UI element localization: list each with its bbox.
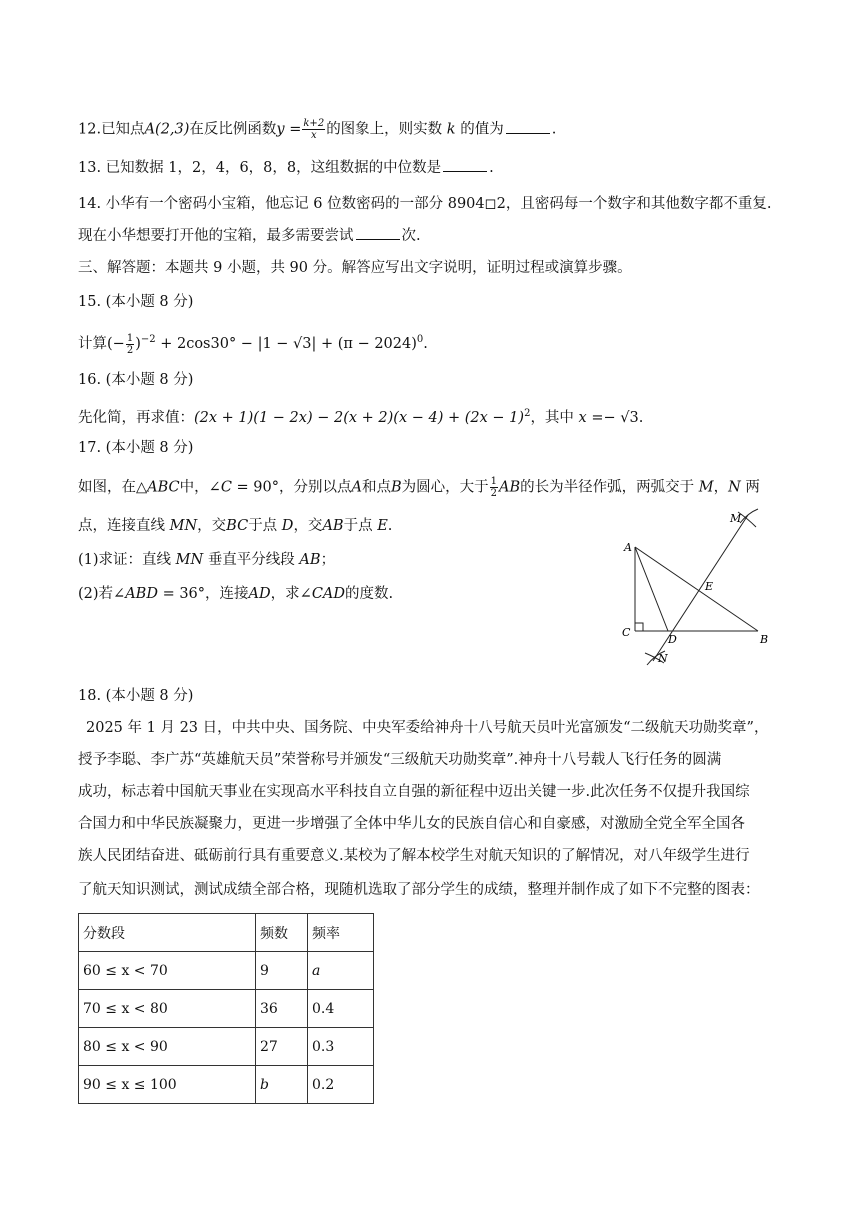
question-17-line-2: 点，连接直线 MN，交BC于点 D，交AB于点 E. [78, 518, 393, 534]
frequency-table [78, 913, 374, 1104]
question-18-paragraph-line: 族人民团结奋进、砥砺前行具有重要意义.某校为了解本校学生对航天知识的了解情况，对八年级学生进行 [78, 848, 750, 864]
label-n: N [658, 652, 668, 665]
right-angle-mark [635, 623, 643, 631]
question-18-paragraph-line: 2025 年 1 月 23 日，中共中央、国务院、中央军委给神舟十八号航天员叶光富颁发“二级航天功勋奖章”， [86, 720, 769, 736]
question-14-line-1: 14. 小华有一个密码小宝箱，他忘记 6 位数密码的一部分 8904◻2，且密码每一个数字和其他数字都不重复. [78, 196, 772, 212]
table-cell: 0.3 [308, 1028, 374, 1066]
question-18-paragraph-line: 成功，标志着中国航天事业在实现高水平科技自立自强的新征程中迈出关键一步.此次任务不仅提升我国综 [78, 784, 750, 800]
table-header: 分数段 [79, 914, 256, 952]
section-3-heading: 三、解答题：本题共 9 小题，共 90 分。解答应写出文字说明，证明过程或演算步骤。 [78, 260, 632, 276]
table-row [79, 1028, 374, 1066]
table-header: 频率 [308, 914, 374, 952]
question-17-line-1: 如图，在△ABC中，∠C = 90°，分别以点A和点B为圆心，大于 $\frac{1}{2}$ AB的长为半径作弧，两弧交于 M，N 两 [78, 476, 760, 499]
table-cell: b [256, 1066, 308, 1104]
table-row [79, 952, 374, 990]
table-row [79, 1066, 374, 1104]
table-header-row [79, 914, 374, 952]
table-cell: 36 [256, 990, 308, 1028]
question-16-body: 先化简，再求值：$(2x + 1)(1 - 2x) - 2(x + 2)(x - 4) + (2x - 1)^2$，其中 x =− √3. [78, 408, 644, 426]
answer-blank [443, 159, 487, 172]
question-17-part-1: (1)求证：直线 MN 垂直平分线段 AB； [78, 552, 336, 568]
table-cell: 9 [256, 952, 308, 990]
table-cell: 0.4 [308, 990, 374, 1028]
question-17-heading: 17. (本小题 8 分) [78, 440, 194, 456]
question-14-line-2: 现在小华想要打开他的宝箱，最多需要尝试 次. [78, 228, 421, 244]
question-15-heading: 15. (本小题 8 分) [78, 294, 194, 310]
segment-ab [635, 547, 758, 631]
question-15-body: 计算(− $\frac{1}{2}$ )$^{-2} + 2\cos 30^\circ - |1 - √3| + (\pi - 2024)^0$. [78, 332, 428, 356]
question-13: 13. 已知数据 1，2，4，6，8，8，这组数据的中位数是 . [78, 160, 494, 176]
label-m: M [730, 512, 742, 525]
table-cell: 80 ≤ x < 90 [79, 1028, 256, 1066]
table-cell: 90 ≤ x ≤ 100 [79, 1066, 256, 1104]
segment-ad [635, 547, 668, 631]
table-cell: 70 ≤ x < 80 [79, 990, 256, 1028]
table-cell: 27 [256, 1028, 308, 1066]
label-b: B [760, 633, 769, 646]
table-cell: 60 ≤ x < 70 [79, 952, 256, 990]
question-17-part-2: (2)若∠ABD = 36°，连接AD，求∠CAD的度数. [78, 586, 394, 602]
question-18-heading: 18. (本小题 8 分) [78, 688, 194, 704]
answer-blank [356, 227, 400, 240]
question-16-heading: 16. (本小题 8 分) [78, 372, 194, 388]
table-cell: 0.2 [308, 1066, 374, 1104]
label-d: D [668, 633, 677, 646]
question-18-paragraph-line: 合国力和中华民族凝聚力，更进一步增强了全体中华儿女的民族自信心和自豪感，对激励全党全军全国各 [78, 816, 745, 832]
answer-blank [506, 121, 550, 134]
table-row [79, 990, 374, 1028]
table-cell: a [308, 952, 374, 990]
question-12: 12.已知点A(2,3)在反比例函数y = $\frac{k+2}{x}$ 的图象上，则实数 k 的值为 . [78, 118, 557, 141]
question-18-paragraph-line: 授予李聪、李广苏“英雄航天员”荣誉称号并颁发“三级航天功勋奖章”.神舟十八号载人飞行任务的圆满 [78, 752, 722, 768]
label-c: C [622, 626, 631, 639]
question-18-paragraph-line: 了航天知识测试，测试成绩全部合格，现随机选取了部分学生的成绩，整理并制作成了如下不完整的图表： [78, 882, 760, 898]
triangle-figure [610, 505, 780, 683]
table-header: 频数 [256, 914, 308, 952]
label-e: E [705, 580, 714, 593]
label-a: A [624, 541, 632, 554]
